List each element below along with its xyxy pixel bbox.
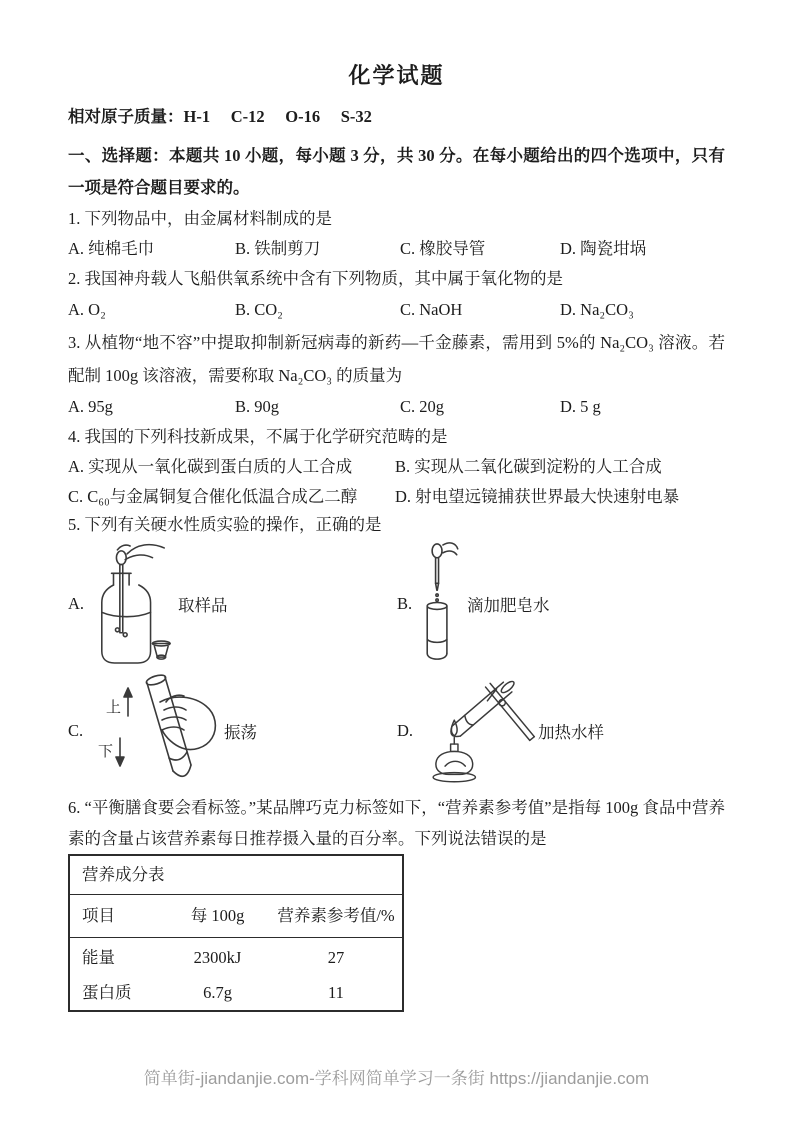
- question-4-text: 4. 我国的下列科技新成果，不属于化学研究范畴的是: [68, 427, 448, 446]
- question-2: [68, 264, 725, 326]
- option-c-caption: 振荡: [224, 723, 257, 742]
- option-d: D. 5 g: [560, 397, 601, 416]
- cell-item: 蛋白质: [82, 983, 132, 1002]
- nutrition-table-body: [70, 938, 402, 1010]
- option-a-label: A.: [68, 594, 85, 613]
- option-a: A. 95g: [68, 397, 113, 416]
- q5-option-c: [68, 672, 397, 790]
- question-2-text: 2. 我国神舟载人飞船供氧系统中含有下列物质，其中属于氧化物的是: [68, 269, 563, 288]
- down-label: 下: [98, 744, 114, 760]
- question-2-options: [68, 294, 725, 326]
- dropper-test-tube-illustration: [423, 541, 459, 667]
- cell-per100g: 2300kJ: [193, 948, 242, 967]
- option-d-label: D.: [397, 720, 414, 740]
- option-c: C. NaOH: [400, 300, 463, 319]
- header-nrv: 营养素参考值/%: [277, 906, 395, 925]
- page-title: 化学试题: [348, 63, 445, 88]
- question-5-figures-ab: [68, 538, 725, 670]
- down-arrow: [116, 738, 124, 766]
- table-row-protein: [70, 975, 402, 1010]
- question-5: [68, 512, 725, 792]
- option-a-caption: 取样品: [178, 596, 228, 615]
- question-3: [68, 326, 725, 422]
- option-d: D. 射电望远镜捕获世界最大快速射电暴: [395, 487, 680, 506]
- option-a: A. 实现从一氧化碳到蛋白质的人工合成: [68, 457, 353, 476]
- option-d-caption: 加热水样: [538, 722, 604, 742]
- header-per100g: 每 100g: [190, 906, 245, 925]
- cell-per100g: 6.7g: [203, 983, 232, 1002]
- question-1-text: 1. 下列物品中，由金属材料制成的是: [68, 209, 332, 228]
- cell-nrv: 11: [328, 983, 344, 1002]
- reagent-bottle-sampling-illustration: [94, 542, 172, 667]
- option-b: B. CO₂: [235, 300, 283, 319]
- header-item: 项目: [82, 906, 115, 925]
- question-6-text: 6. “平衡膳食要会看标签。”某品牌巧克力标签如下，“营养素参考值”是指每 100g 食品中营养素的含量占该营养素每日推荐摄入量的百分率。下列说法错误的是: [68, 798, 725, 848]
- atomic-mass-line: 相对原子质量：H-1 C-12 O-16 S-32: [68, 107, 372, 126]
- nutrition-table: [68, 854, 404, 1012]
- option-b: B. 90g: [235, 397, 280, 416]
- up-label: 上: [106, 700, 122, 716]
- q5-option-a: [68, 542, 397, 667]
- up-arrow: [124, 688, 132, 716]
- option-c-label: C.: [68, 721, 84, 740]
- question-3-text: 3. 从植物“地不容”中提取抑制新冠病毒的新药—千金藤素，需用到 5%的 Na₂CO₃ 溶液。若配制 100g 该溶液，需要称取 Na₂CO₃ 的质量为: [68, 333, 725, 385]
- question-1: [68, 204, 725, 264]
- nutrition-table-header: [70, 895, 402, 938]
- option-d: D. Na₂CO₃: [560, 300, 634, 319]
- cell-item: 能量: [82, 948, 115, 967]
- option-c: C. 20g: [400, 397, 445, 416]
- table-row-energy: [70, 940, 402, 975]
- q5-option-b: [397, 541, 550, 667]
- question-3-options: [68, 392, 725, 422]
- option-c: C. C₆₀与金属铜复合催化低温合成乙二醇: [68, 487, 358, 506]
- question-4-options-row1: [68, 452, 725, 482]
- option-b-caption: 滴加肥皂水: [467, 596, 550, 615]
- question-4-options-row2: [68, 482, 725, 512]
- section-header: 一、选择题：本题共 10 小题，每小题 3 分，共 30 分。在每小题给出的四个选项中，只有一项是符合题目要求的。: [68, 146, 725, 197]
- cell-nrv: 27: [327, 948, 345, 967]
- question-5-figures-cd: [68, 670, 725, 792]
- option-b-label: B.: [397, 594, 413, 613]
- option-d: D. 陶瓷坩埚: [560, 239, 647, 258]
- option-b: B. 铁制剪刀: [235, 239, 321, 258]
- option-c: C. 橡胶导管: [400, 239, 486, 258]
- question-1-options: [68, 234, 725, 264]
- option-a: A. O₂: [68, 300, 106, 319]
- q5-option-d: [397, 676, 604, 786]
- shaking-test-tube-illustration: [94, 672, 224, 790]
- option-a: A. 纯棉毛巾: [68, 239, 155, 258]
- watermark-footer: 简单街-jiandanjie.com-学科网简单学习一条街 https://jiandanjie.com: [143, 1069, 650, 1088]
- question-6: [68, 792, 725, 1012]
- question-4: [68, 422, 725, 512]
- question-5-text: 5. 下列有关硬水性质实验的操作，正确的是: [68, 515, 382, 534]
- heating-test-tube-illustration: [423, 676, 538, 786]
- nutrition-table-title: 营养成分表: [70, 856, 402, 895]
- option-b: B. 实现从二氧化碳到淀粉的人工合成: [395, 457, 662, 476]
